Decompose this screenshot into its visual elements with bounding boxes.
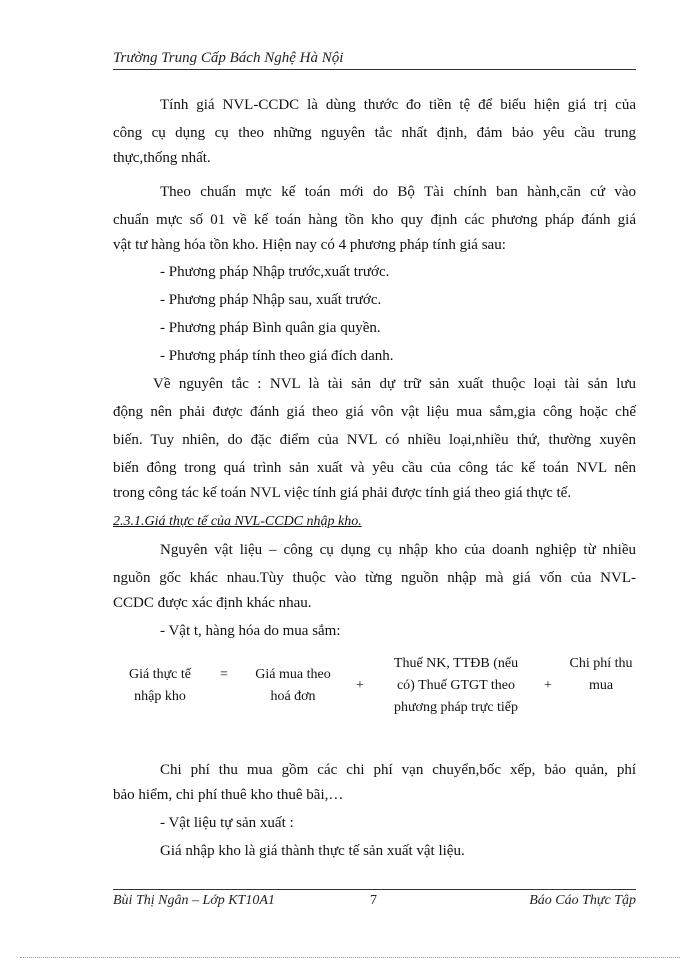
formula-lhs bbox=[118, 664, 202, 708]
method-item-1: - Phương pháp Nhập trước,xuất trước. bbox=[160, 264, 390, 280]
paragraph-4-line-2: nguồn gốc khác nhau.Tùy thuộc vào từng nguồn nhập mà giá vốn của NVL- bbox=[113, 570, 636, 586]
plus-sign-2: + bbox=[544, 678, 552, 693]
page-bottom-dotted-rule bbox=[20, 957, 680, 958]
formula-term-3-line-2: mua bbox=[588, 678, 614, 693]
purchase-label: - Vật t, hàng hóa do mua sắm: bbox=[160, 623, 341, 639]
formula-term-2-line-1: Thuế NK, TTĐB (nếu bbox=[393, 656, 519, 671]
page-header: Trường Trung Cấp Bách Nghệ Hà Nội bbox=[113, 50, 344, 66]
paragraph-2-line-2: chuẩn mực số 01 về kế toán hàng tồn kho quy định các phương pháp đánh giá bbox=[113, 212, 636, 228]
paragraph-1-line-1 bbox=[113, 91, 636, 119]
section-title: 2.3.1.Giá thực tế của NVL-CCDC nhập kho. bbox=[113, 514, 362, 529]
page-number: 7 bbox=[370, 893, 377, 908]
plus-sign-1: + bbox=[356, 678, 364, 693]
formula-term-1-line-2: hoá đơn bbox=[270, 689, 316, 704]
footer-rule bbox=[113, 889, 636, 890]
paragraph-2-line-3: vật tư hàng hóa tồn kho. Hiện nay có 4 phương pháp tính giá sau: bbox=[113, 237, 506, 253]
paragraph-3-line-5: trong công tác kế toán NVL việc tính giá phải được tính giá theo giá thực tế. bbox=[113, 485, 572, 501]
paragraph-1-line-3: thực,thống nhất. bbox=[113, 150, 211, 166]
method-item-4: - Phương pháp tính theo giá đích danh. bbox=[160, 348, 394, 364]
method-item-2: - Phương pháp Nhập sau, xuất trước. bbox=[160, 292, 382, 308]
method-item-3: - Phương pháp Bình quân gia quyền. bbox=[160, 320, 381, 336]
paragraph-5-line-2: bảo hiểm, chi phí thuê kho thuê bãi,… bbox=[113, 787, 344, 803]
formula-term-3-line-1: Chi phí thu bbox=[569, 656, 633, 671]
paragraph-3-line-2: động nên phải được đánh giá theo giá vôn vật liệu mua sắm,gia công hoặc chế bbox=[113, 404, 636, 420]
text: Tính giá NVL-CCDC là dùng thước đo tiền tệ để biểu hiện giá trị của bbox=[160, 97, 636, 113]
self-production-text: Giá nhập kho là giá thành thực tế sản xuất vật liệu. bbox=[160, 843, 465, 859]
footer-report-title: Báo Cáo Thực Tập bbox=[529, 893, 636, 908]
formula-term-invoice-price bbox=[243, 664, 343, 708]
header-rule bbox=[113, 69, 636, 70]
formula-term-purchase-cost bbox=[560, 653, 642, 697]
paragraph-4-line-1: Nguyên vật liệu – công cụ dụng cụ nhập kho của doanh nghiệp từ nhiều bbox=[160, 542, 636, 558]
paragraph-3-line-3: biến. Tuy nhiên, do đặc điểm của NVL có nhiều loại,nhiều thứ, thường xuyên bbox=[113, 432, 636, 448]
paragraph-4-line-3: CCDC được xác định khác nhau. bbox=[113, 595, 312, 611]
formula-lhs-line-2: nhập kho bbox=[134, 689, 186, 704]
formula-term-2-line-3: phương pháp trực tiếp bbox=[393, 700, 519, 715]
formula-term-2-line-2: có) Thuế GTGT theo bbox=[396, 678, 516, 693]
formula-term-1-line-1: Giá mua theo bbox=[255, 667, 331, 682]
equals-sign: = bbox=[220, 667, 228, 682]
paragraph-2-line-1: Theo chuẩn mực kế toán mới do Bộ Tài chính ban hành,căn cứ vào bbox=[160, 184, 636, 200]
self-production-label: - Vật liệu tự sản xuất : bbox=[160, 815, 294, 831]
paragraph-1-line-2: công cụ dụng cụ theo những nguyên tắc nhất định, đảm bảo yêu cầu trung bbox=[113, 125, 636, 141]
paragraph-3-line-4: biến đông trong quá trình sản xuất và yêu cầu của công tác kế toán NVL nên bbox=[113, 460, 636, 476]
paragraph-3-line-1: Về nguyên tắc : NVL là tài sản dự trữ sản xuất thuộc loại tài sản lưu bbox=[153, 376, 636, 392]
formula-term-taxes bbox=[380, 653, 532, 719]
footer-author: Bùi Thị Ngân – Lớp KT10A1 bbox=[113, 893, 275, 908]
paragraph-5-line-1: Chi phí thu mua gồm các chi phí vạn chuyển,bốc xếp, bảo quản, phí bbox=[160, 762, 636, 778]
formula-lhs-line-1: Giá thực tế bbox=[128, 667, 191, 682]
